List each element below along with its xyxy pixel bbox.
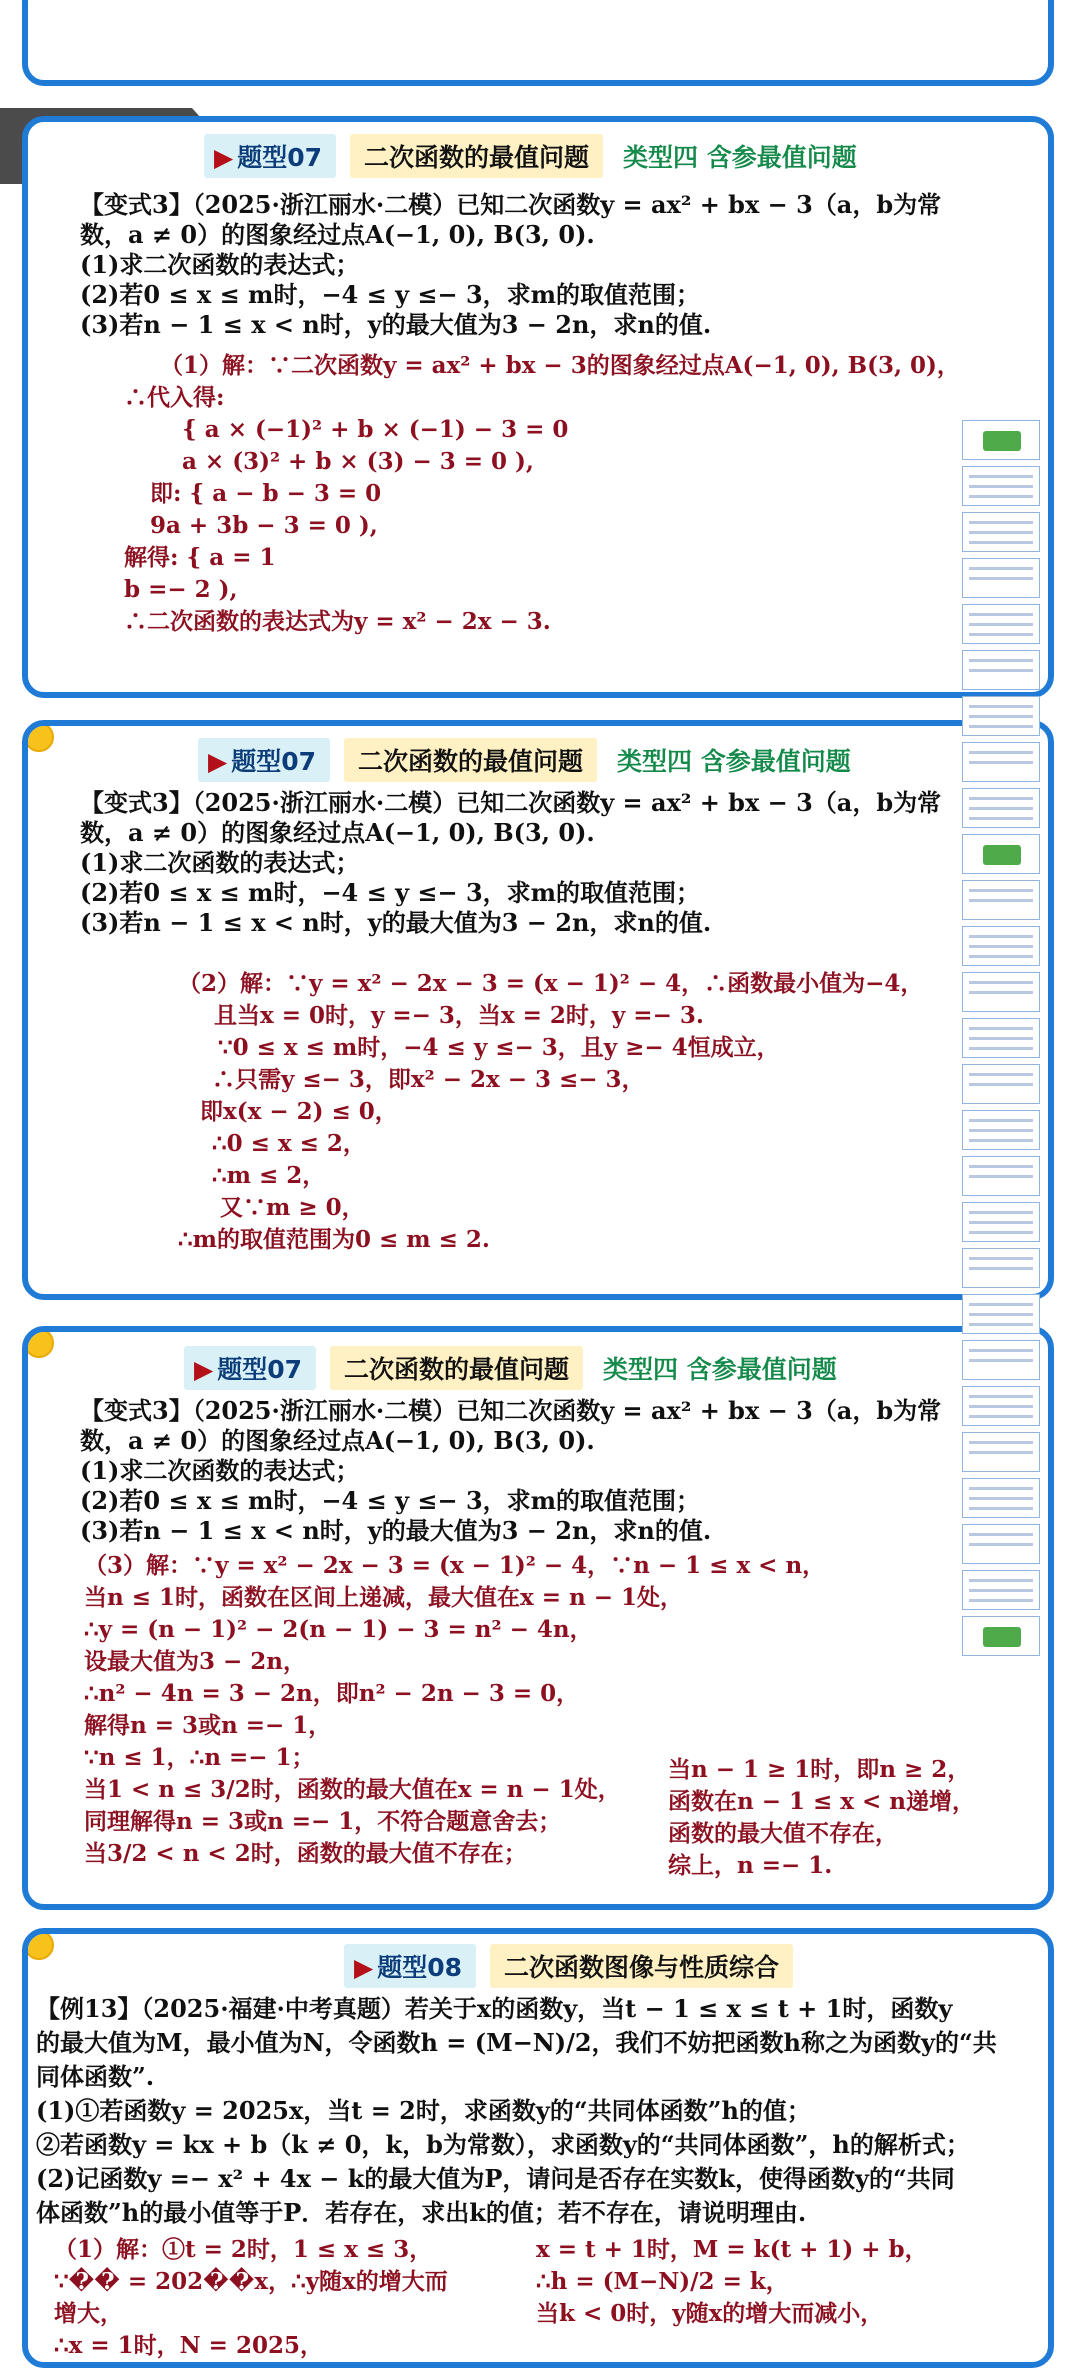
thumbnail[interactable] (962, 512, 1040, 552)
question-line: 数，a ≠ 0）的图象经过点A(−1, 0), B(3, 0). (80, 220, 595, 249)
thumbnail[interactable] (962, 972, 1040, 1012)
question-line: 体函数”h的最小值等于P．若存在，求出k的值；若不存在，请说明理由. (36, 2198, 807, 2227)
play-triangle-icon: ▶ (214, 143, 234, 172)
solution-line: 即x(x − 2) ≤ 0， (200, 1098, 398, 1125)
solution-line: 且当x = 0时，y =− 3，当x = 2时，y =− 3. (214, 1002, 704, 1029)
previous-slide-card (22, 0, 1054, 86)
solution-line: 综上，n =− 1. (668, 1852, 833, 1879)
question-line: (2)记函数y =− x² + 4x − k的最大值为P，请问是否存在实数k，使得函数y的“共同 (36, 2164, 955, 2193)
type-label: 题型07 (231, 747, 317, 776)
thumbnail[interactable] (962, 926, 1040, 966)
solution-line: （3）解：∵y = x² − 2x − 3 = (x − 1)² − 4，∵n − 1 ≤ x < n， (84, 1552, 826, 1579)
question-line: 【变式3】（2025·浙江丽水·二模）已知二次函数y = ax² + bx − 3（a，b为常 (80, 190, 942, 219)
type-label: 题型07 (217, 1355, 303, 1384)
play-triangle-icon: ▶ (208, 747, 228, 776)
thumbnail[interactable] (962, 650, 1040, 690)
solution-line: ∴x = 1时，N = 2025， (54, 2332, 323, 2359)
slide-header (184, 1346, 843, 1390)
thumbnail-strip[interactable] (962, 420, 1042, 1662)
solution-line: （1）解：∵二次函数y = ax² + bx − 3的图象经过点A(−1, 0), B(3, 0)， (160, 352, 960, 379)
slide-title: 二次函数的最值问题 (330, 1346, 583, 1390)
solution-line: ∵�� = 202��x，∴y随x的增大而 (54, 2268, 448, 2295)
solution-line: 又∵m ≥ 0， (220, 1194, 365, 1221)
thumbnail[interactable] (962, 420, 1040, 460)
question-text (36, 1992, 1034, 2230)
thumbnail[interactable] (962, 880, 1040, 920)
thumbnail-image (983, 845, 1021, 865)
thumbnail[interactable] (962, 466, 1040, 506)
thumbnail[interactable] (962, 742, 1040, 782)
slide-title: 二次函数的最值问题 (350, 134, 603, 178)
question-line: (1)求二次函数的表达式； (80, 1456, 360, 1485)
type-badge (344, 1944, 476, 1988)
question-line: 的最大值为M，最小值为N，令函数h = (M−N)/2，我们不妨把函数h称之为函数y的“共 (36, 2028, 997, 2057)
solution-text (178, 968, 923, 1256)
thumbnail[interactable] (962, 1616, 1040, 1656)
highlight-dot-icon (24, 722, 54, 752)
solution-line: （1）解：①t = 2时，1 ≤ x ≤ 3， (54, 2236, 433, 2263)
question-line: (3)若n − 1 ≤ x < n时，y的最大值为3 − 2n，求n的值. (80, 310, 712, 339)
thumbnail[interactable] (962, 1202, 1040, 1242)
solution-right (536, 2234, 928, 2330)
slide-card-3[interactable] (22, 1326, 1054, 1910)
play-triangle-icon: ▶ (354, 1953, 374, 1982)
thumbnail[interactable] (962, 1432, 1040, 1472)
slide-card-2[interactable] (22, 720, 1054, 1300)
thumbnail[interactable] (962, 1110, 1040, 1150)
thumbnail-image (983, 1627, 1021, 1647)
thumbnail[interactable] (962, 1018, 1040, 1058)
solution-line: 当n ≤ 1时，函数在区间上递减，最大值在x = n − 1处， (84, 1584, 684, 1611)
solution-line: x = t + 1时，M = k(t + 1) + b， (536, 2236, 928, 2263)
slide-subtitle: 类型四 含参最值问题 (623, 143, 857, 172)
question-line: 【例13】（2025·福建·中考真题）若关于x的函数y，当t − 1 ≤ x ≤ t + 1时，函数y (36, 1994, 953, 2023)
solution-line: 解得n = 3或n =− 1， (84, 1712, 332, 1739)
question-line: (1)求二次函数的表达式； (80, 848, 360, 877)
slide-subtitle: 类型四 含参最值问题 (617, 747, 851, 776)
thumbnail[interactable] (962, 1156, 1040, 1196)
thumbnail[interactable] (962, 788, 1040, 828)
thumbnail[interactable] (962, 604, 1040, 644)
slide-title: 二次函数图像与性质综合 (490, 1944, 793, 1988)
question-line: 【变式3】（2025·浙江丽水·二模）已知二次函数y = ax² + bx − 3（a，b为常 (80, 788, 942, 817)
solution-line: 解得: { a = 1 (124, 544, 276, 571)
slide-subtitle: 类型四 含参最值问题 (603, 1355, 837, 1384)
solution-line: 即: { a − b − 3 = 0 (150, 480, 382, 507)
thumbnail[interactable] (962, 834, 1040, 874)
solution-line: 当3/2 < n < 2时，函数的最大值不存在； (84, 1840, 527, 1867)
question-text (80, 190, 1034, 340)
solution-line: 设最大值为3 − 2n， (84, 1648, 307, 1675)
type-label: 题型07 (237, 143, 323, 172)
solution-line: b =− 2 ), (124, 576, 238, 603)
highlight-dot-icon (24, 1328, 54, 1358)
solution-line: 当k < 0时，y随x的增大而减小， (536, 2300, 884, 2327)
solution-line: 9a + 3b − 3 = 0 ), (150, 512, 378, 539)
slide-card-1[interactable] (22, 116, 1054, 698)
question-line: (2)若0 ≤ x ≤ m时，−4 ≤ y ≤− 3，求m的取值范围； (80, 878, 701, 907)
thumbnail-image (983, 431, 1021, 451)
slide-card-4[interactable] (22, 1928, 1054, 2368)
thumbnail[interactable] (962, 1340, 1040, 1380)
thumbnail[interactable] (962, 1478, 1040, 1518)
highlight-dot-icon (24, 1930, 54, 1960)
solution-line: 当1 < n ≤ 3/2时，函数的最大值在x = n − 1处， (84, 1776, 621, 1803)
solution-line: 函数的最大值不存在， (668, 1820, 898, 1847)
solution-line: ∴m ≤ 2， (212, 1162, 326, 1189)
solution-line: a × (3)² + b × (3) − 3 = 0 ), (182, 448, 534, 475)
type-badge (204, 134, 336, 178)
solution-left (54, 2234, 448, 2362)
solution-line: ∴只需y ≤− 3，即x² − 2x − 3 ≤− 3， (212, 1066, 645, 1093)
solution-line: ∴代入得: (124, 384, 225, 411)
question-line: (1)求二次函数的表达式； (80, 250, 360, 279)
solution-right (668, 1754, 975, 1882)
thumbnail[interactable] (962, 1294, 1040, 1334)
solution-line: （2）解：∵y = x² − 2x − 3 = (x − 1)² − 4，∴函数最小值为−4， (178, 970, 924, 997)
slide-header (344, 1944, 793, 1988)
solution-line: { a × (−1)² + b × (−1) − 3 = 0 (182, 416, 569, 443)
question-line: (3)若n − 1 ≤ x < n时，y的最大值为3 − 2n，求n的值. (80, 1516, 712, 1545)
play-triangle-icon: ▶ (194, 1355, 214, 1384)
question-line: 同体函数”. (36, 2062, 155, 2091)
thumbnail[interactable] (962, 696, 1040, 736)
slide-header (198, 738, 857, 782)
thumbnail[interactable] (962, 1064, 1040, 1104)
solution-line: ∴0 ≤ x ≤ 2， (212, 1130, 366, 1157)
solution-line: ∴h = (M−N)/2 = k， (536, 2268, 789, 2295)
solution-line: 函数在n − 1 ≤ x < n递增， (668, 1788, 976, 1815)
question-line: 数，a ≠ 0）的图象经过点A(−1, 0), B(3, 0). (80, 818, 595, 847)
question-line: 【变式3】（2025·浙江丽水·二模）已知二次函数y = ax² + bx − 3（a，b为常 (80, 1396, 942, 1425)
question-line: (1)①若函数y = 2025x，当t = 2时，求函数y的“共同体函数”h的值； (36, 2096, 811, 2125)
slide-header (204, 134, 863, 178)
solution-line: 同理解得n = 3或n =− 1，不符合题意舍去； (84, 1808, 562, 1835)
type-label: 题型08 (377, 1953, 463, 1982)
thumbnail[interactable] (962, 1524, 1040, 1564)
solution-text (124, 350, 960, 638)
thumbnail[interactable] (962, 1570, 1040, 1610)
type-badge (184, 1346, 316, 1390)
thumbnail[interactable] (962, 1248, 1040, 1288)
type-badge (198, 738, 330, 782)
slide-title: 二次函数的最值问题 (344, 738, 597, 782)
thumbnail[interactable] (962, 558, 1040, 598)
solution-line: ∴n² − 4n = 3 − 2n，即n² − 2n − 3 = 0， (84, 1680, 580, 1707)
solution-line: 当n − 1 ≥ 1时，即n ≥ 2， (668, 1756, 971, 1783)
question-line: 数，a ≠ 0）的图象经过点A(−1, 0), B(3, 0). (80, 1426, 595, 1455)
question-text (80, 788, 1034, 938)
solution-line: ∵n ≤ 1，∴n =− 1； (84, 1744, 315, 1771)
solution-line: ∴m的取值范围为0 ≤ m ≤ 2. (178, 1226, 490, 1253)
question-line: (3)若n − 1 ≤ x < n时，y的最大值为3 − 2n，求n的值. (80, 908, 712, 937)
question-line: (2)若0 ≤ x ≤ m时，−4 ≤ y ≤− 3，求m的取值范围； (80, 280, 701, 309)
question-line: ②若函数y = kx + b（k ≠ 0，k，b为常数），求函数y的“共同体函数”，h的解析式； (36, 2130, 970, 2159)
solution-line: ∴二次函数的表达式为y = x² − 2x − 3. (124, 608, 551, 635)
solution-line: ∵0 ≤ x ≤ m时，−4 ≤ y ≤− 3，且y ≥− 4恒成立， (218, 1034, 780, 1061)
question-text (80, 1396, 1034, 1546)
question-line: (2)若0 ≤ x ≤ m时，−4 ≤ y ≤− 3，求m的取值范围； (80, 1486, 701, 1515)
solution-line: 增大， (54, 2300, 123, 2327)
thumbnail[interactable] (962, 1386, 1040, 1426)
solution-line: ∴y = (n − 1)² − 2(n − 1) − 3 = n² − 4n， (84, 1616, 593, 1643)
